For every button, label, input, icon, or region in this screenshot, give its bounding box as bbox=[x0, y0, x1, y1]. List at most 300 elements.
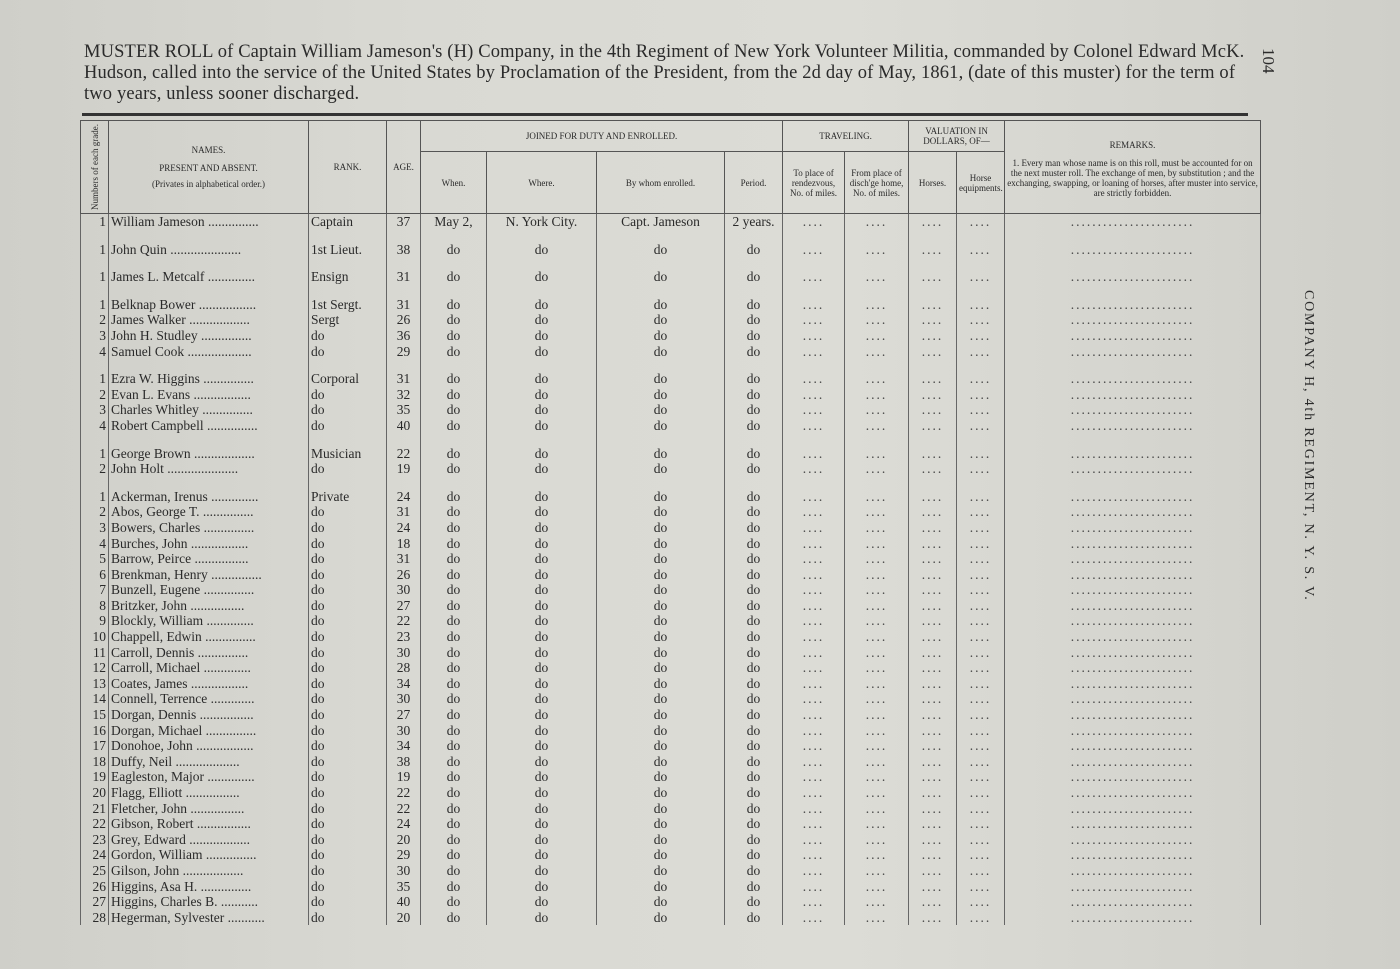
number-cell: 1 bbox=[81, 489, 109, 505]
name-cell: Carroll, Michael .............. bbox=[109, 660, 309, 676]
rank-cell: do bbox=[309, 645, 387, 661]
to-place-cell: .... bbox=[783, 629, 845, 645]
when-cell: do bbox=[421, 738, 487, 754]
when-cell: do bbox=[421, 613, 487, 629]
horse-equip-cell: .... bbox=[957, 769, 1005, 785]
horse-equip-cell: .... bbox=[957, 520, 1005, 536]
when-cell: do bbox=[421, 832, 487, 848]
rank-cell: do bbox=[309, 629, 387, 645]
when-cell: do bbox=[421, 598, 487, 614]
remarks-cell: ....................... bbox=[1005, 738, 1261, 754]
when-cell: do bbox=[421, 879, 487, 895]
remarks-cell: ....................... bbox=[1005, 504, 1261, 520]
remarks-header bbox=[1005, 121, 1261, 214]
horses-cell: .... bbox=[909, 769, 957, 785]
age-cell: 31 bbox=[387, 551, 421, 567]
period-cell: do bbox=[725, 847, 783, 863]
horse-equip-cell: .... bbox=[957, 910, 1005, 926]
table-row bbox=[81, 769, 1261, 785]
group-gap bbox=[81, 434, 1261, 446]
age-cell: 30 bbox=[387, 645, 421, 661]
by-whom-cell: do bbox=[597, 598, 725, 614]
number-cell: 1 bbox=[81, 297, 109, 313]
remarks-cell: ....................... bbox=[1005, 520, 1261, 536]
horses-cell: .... bbox=[909, 785, 957, 801]
joined-header: JOINED FOR DUTY AND ENROLLED. bbox=[421, 121, 783, 152]
name-cell: Dorgan, Dennis ................ bbox=[109, 707, 309, 723]
from-place-cell: .... bbox=[845, 754, 909, 770]
to-place-cell: .... bbox=[783, 691, 845, 707]
gap-cell bbox=[421, 359, 487, 371]
group-gap bbox=[81, 359, 1261, 371]
gap-cell bbox=[109, 257, 309, 269]
where-cell: do bbox=[487, 582, 597, 598]
remarks-cell: ....................... bbox=[1005, 769, 1261, 785]
horses-cell: .... bbox=[909, 536, 957, 552]
remarks-cell: ....................... bbox=[1005, 242, 1261, 258]
name-cell: John H. Studley ............... bbox=[109, 328, 309, 344]
rank-cell: do bbox=[309, 461, 387, 477]
where-cell: do bbox=[487, 328, 597, 344]
horse-equip-cell: .... bbox=[957, 418, 1005, 434]
horse-equip-cell: .... bbox=[957, 269, 1005, 285]
table-row bbox=[81, 297, 1261, 313]
table-row bbox=[81, 832, 1261, 848]
where-cell: do bbox=[487, 371, 597, 387]
from-place-cell: .... bbox=[845, 660, 909, 676]
gap-cell bbox=[1005, 285, 1261, 297]
name-cell: Donohoe, John ................. bbox=[109, 738, 309, 754]
where-cell: do bbox=[487, 402, 597, 418]
rank-cell: 1st Lieut. bbox=[309, 242, 387, 258]
horses-cell: .... bbox=[909, 402, 957, 418]
where-cell: do bbox=[487, 879, 597, 895]
by-whom-cell: do bbox=[597, 894, 725, 910]
rank-cell: 1st Sergt. bbox=[309, 297, 387, 313]
horses-cell: .... bbox=[909, 879, 957, 895]
from-place-cell: .... bbox=[845, 769, 909, 785]
where-cell: do bbox=[487, 461, 597, 477]
where-cell: do bbox=[487, 598, 597, 614]
horses-cell: .... bbox=[909, 723, 957, 739]
when-cell: May 2, bbox=[421, 214, 487, 230]
from-place-cell: .... bbox=[845, 629, 909, 645]
period-cell: do bbox=[725, 402, 783, 418]
group-gap bbox=[81, 285, 1261, 297]
age-cell: 24 bbox=[387, 816, 421, 832]
number-cell: 2 bbox=[81, 461, 109, 477]
from-place-cell: .... bbox=[845, 536, 909, 552]
gap-cell bbox=[1005, 257, 1261, 269]
horses-cell: .... bbox=[909, 645, 957, 661]
rank-cell: Sergt bbox=[309, 312, 387, 328]
remarks-cell: ....................... bbox=[1005, 894, 1261, 910]
gap-cell bbox=[487, 477, 597, 489]
period-cell: do bbox=[725, 738, 783, 754]
gap-cell bbox=[845, 257, 909, 269]
to-place-cell: .... bbox=[783, 785, 845, 801]
name-cell: Higgins, Asa H. ............... bbox=[109, 879, 309, 895]
when-cell: do bbox=[421, 785, 487, 801]
age-cell: 36 bbox=[387, 328, 421, 344]
number-cell: 26 bbox=[81, 879, 109, 895]
horses-cell: .... bbox=[909, 297, 957, 313]
horse-equip-cell: .... bbox=[957, 567, 1005, 583]
gap-cell bbox=[81, 434, 109, 446]
by-whom-cell: do bbox=[597, 754, 725, 770]
from-place-cell: .... bbox=[845, 371, 909, 387]
to-place-cell: .... bbox=[783, 598, 845, 614]
period-cell: do bbox=[725, 910, 783, 926]
period-cell: do bbox=[725, 801, 783, 817]
period-cell: do bbox=[725, 504, 783, 520]
remarks-cell: ....................... bbox=[1005, 707, 1261, 723]
horse-equip-cell: .... bbox=[957, 879, 1005, 895]
to-place-cell: .... bbox=[783, 582, 845, 598]
to-place-cell: .... bbox=[783, 418, 845, 434]
when-cell: do bbox=[421, 754, 487, 770]
where-cell: do bbox=[487, 489, 597, 505]
rank-cell: do bbox=[309, 418, 387, 434]
number-cell: 1 bbox=[81, 242, 109, 258]
where-cell: do bbox=[487, 660, 597, 676]
table-row bbox=[81, 418, 1261, 434]
age-cell: 22 bbox=[387, 613, 421, 629]
when-cell: do bbox=[421, 402, 487, 418]
where-cell: do bbox=[487, 691, 597, 707]
remarks-cell: ....................... bbox=[1005, 863, 1261, 879]
horse-equip-cell: .... bbox=[957, 613, 1005, 629]
from-place-cell: .... bbox=[845, 894, 909, 910]
name-cell: Bunzell, Eugene ............... bbox=[109, 582, 309, 598]
by-whom-cell: do bbox=[597, 536, 725, 552]
age-cell: 30 bbox=[387, 582, 421, 598]
age-cell: 31 bbox=[387, 371, 421, 387]
table-row bbox=[81, 816, 1261, 832]
gap-cell bbox=[725, 285, 783, 297]
gap-cell bbox=[783, 359, 845, 371]
name-cell: Gibson, Robert ................ bbox=[109, 816, 309, 832]
group-gap bbox=[81, 257, 1261, 269]
by-whom-cell: do bbox=[597, 371, 725, 387]
remarks-cell: ....................... bbox=[1005, 489, 1261, 505]
name-cell: Eagleston, Major .............. bbox=[109, 769, 309, 785]
when-cell: do bbox=[421, 446, 487, 462]
to-place-cell: .... bbox=[783, 879, 845, 895]
from-place-cell: .... bbox=[845, 489, 909, 505]
gap-cell bbox=[487, 434, 597, 446]
period-cell: do bbox=[725, 520, 783, 536]
by-whom-cell: do bbox=[597, 269, 725, 285]
remarks-cell: ....................... bbox=[1005, 402, 1261, 418]
name-cell: James L. Metcalf .............. bbox=[109, 269, 309, 285]
remarks-cell: ....................... bbox=[1005, 371, 1261, 387]
where-cell: do bbox=[487, 242, 597, 258]
when-cell: do bbox=[421, 504, 487, 520]
horses-cell: .... bbox=[909, 738, 957, 754]
when-cell: do bbox=[421, 629, 487, 645]
horses-cell: .... bbox=[909, 269, 957, 285]
age-cell: 31 bbox=[387, 504, 421, 520]
number-cell: 5 bbox=[81, 551, 109, 567]
where-cell: do bbox=[487, 504, 597, 520]
period-cell: do bbox=[725, 723, 783, 739]
gap-cell bbox=[725, 230, 783, 242]
table-row bbox=[81, 863, 1261, 879]
when-cell: do bbox=[421, 328, 487, 344]
gap-cell bbox=[845, 285, 909, 297]
gap-cell bbox=[783, 285, 845, 297]
when-cell: do bbox=[421, 551, 487, 567]
when-cell: do bbox=[421, 371, 487, 387]
remarks-cell: ....................... bbox=[1005, 816, 1261, 832]
by-whom-cell: do bbox=[597, 816, 725, 832]
remarks-cell: ....................... bbox=[1005, 598, 1261, 614]
horses-cell: .... bbox=[909, 832, 957, 848]
to-place-cell: .... bbox=[783, 645, 845, 661]
from-place-cell: .... bbox=[845, 707, 909, 723]
number-cell: 2 bbox=[81, 387, 109, 403]
horses-cell: .... bbox=[909, 598, 957, 614]
by-whom-header: By whom enrolled. bbox=[597, 152, 725, 214]
rank-cell: do bbox=[309, 769, 387, 785]
where-cell: do bbox=[487, 297, 597, 313]
where-header: Where. bbox=[487, 152, 597, 214]
name-cell: Chappell, Edwin ............... bbox=[109, 629, 309, 645]
rank-header: RANK. bbox=[309, 121, 387, 214]
horse-equip-cell: .... bbox=[957, 645, 1005, 661]
from-place-cell: .... bbox=[845, 520, 909, 536]
age-cell: 32 bbox=[387, 387, 421, 403]
table-row bbox=[81, 387, 1261, 403]
period-cell: do bbox=[725, 598, 783, 614]
gap-cell bbox=[1005, 230, 1261, 242]
rank-cell: do bbox=[309, 676, 387, 692]
from-place-cell: .... bbox=[845, 504, 909, 520]
horses-cell: .... bbox=[909, 328, 957, 344]
to-place-cell: .... bbox=[783, 504, 845, 520]
when-cell: do bbox=[421, 536, 487, 552]
horses-cell: .... bbox=[909, 894, 957, 910]
remarks-cell: ....................... bbox=[1005, 297, 1261, 313]
name-cell: William Jameson ............... bbox=[109, 214, 309, 230]
to-place-cell: .... bbox=[783, 328, 845, 344]
when-cell: do bbox=[421, 847, 487, 863]
when-cell: do bbox=[421, 660, 487, 676]
horses-cell: .... bbox=[909, 691, 957, 707]
from-place-cell: .... bbox=[845, 344, 909, 360]
age-cell: 19 bbox=[387, 769, 421, 785]
gap-cell bbox=[909, 230, 957, 242]
where-cell: do bbox=[487, 785, 597, 801]
table-row bbox=[81, 446, 1261, 462]
horse-equip-cell: .... bbox=[957, 847, 1005, 863]
horse-equip-cell: .... bbox=[957, 504, 1005, 520]
by-whom-cell: do bbox=[597, 446, 725, 462]
gap-cell bbox=[81, 477, 109, 489]
remarks-cell: ....................... bbox=[1005, 536, 1261, 552]
by-whom-cell: do bbox=[597, 402, 725, 418]
name-cell: Dorgan, Michael ............... bbox=[109, 723, 309, 739]
gap-cell bbox=[109, 359, 309, 371]
remarks-cell: ....................... bbox=[1005, 446, 1261, 462]
by-whom-cell: do bbox=[597, 801, 725, 817]
period-cell: do bbox=[725, 707, 783, 723]
by-whom-cell: do bbox=[597, 418, 725, 434]
number-cell: 11 bbox=[81, 645, 109, 661]
when-cell: do bbox=[421, 297, 487, 313]
gap-cell bbox=[957, 477, 1005, 489]
gap-cell bbox=[109, 230, 309, 242]
age-cell: 27 bbox=[387, 598, 421, 614]
horses-cell: .... bbox=[909, 629, 957, 645]
period-cell: do bbox=[725, 328, 783, 344]
name-cell: James Walker .................. bbox=[109, 312, 309, 328]
horse-equip-cell: .... bbox=[957, 894, 1005, 910]
rank-cell: Ensign bbox=[309, 269, 387, 285]
horse-equip-cell: .... bbox=[957, 660, 1005, 676]
table-row bbox=[81, 214, 1261, 230]
name-cell: Ackerman, Irenus .............. bbox=[109, 489, 309, 505]
from-place-cell: .... bbox=[845, 910, 909, 926]
by-whom-cell: do bbox=[597, 312, 725, 328]
where-cell: do bbox=[487, 894, 597, 910]
age-cell: 26 bbox=[387, 567, 421, 583]
period-cell: do bbox=[725, 832, 783, 848]
age-cell: 29 bbox=[387, 847, 421, 863]
age-cell: 30 bbox=[387, 723, 421, 739]
from-place-cell: .... bbox=[845, 676, 909, 692]
alpha-note: (Privates in alphabetical order.) bbox=[152, 179, 265, 189]
age-cell: 31 bbox=[387, 269, 421, 285]
remarks-cell: ....................... bbox=[1005, 387, 1261, 403]
gap-cell bbox=[597, 434, 725, 446]
name-cell: Charles Whitley ............... bbox=[109, 402, 309, 418]
age-cell: 20 bbox=[387, 832, 421, 848]
to-place-cell: .... bbox=[783, 214, 845, 230]
where-cell: do bbox=[487, 707, 597, 723]
remarks-cell: ....................... bbox=[1005, 785, 1261, 801]
number-cell: 12 bbox=[81, 660, 109, 676]
from-place-cell: .... bbox=[845, 816, 909, 832]
to-place-cell: .... bbox=[783, 297, 845, 313]
gap-cell bbox=[783, 477, 845, 489]
horse-equip-cell: .... bbox=[957, 723, 1005, 739]
to-place-cell: .... bbox=[783, 910, 845, 926]
horse-equip-cell: .... bbox=[957, 489, 1005, 505]
name-cell: Britzker, John ................ bbox=[109, 598, 309, 614]
remarks-cell: ....................... bbox=[1005, 269, 1261, 285]
by-whom-cell: do bbox=[597, 738, 725, 754]
table-row bbox=[81, 461, 1261, 477]
horse-equip-cell: .... bbox=[957, 738, 1005, 754]
title-rule bbox=[82, 113, 1248, 116]
gap-cell bbox=[1005, 477, 1261, 489]
table-row bbox=[81, 660, 1261, 676]
page-title: MUSTER ROLL of Captain William Jameson's (H) Company, in the 4th Regiment of New York Volunteer Militia, commanded by Colonel Edward McK. Hudson, called into the service of the United States by Proclamation of the President, from the 2d day of May, 1861, (date of this muster) for the term of two years, unless sooner discharged. bbox=[84, 42, 1245, 104]
name-cell: Duffy, Neil ................... bbox=[109, 754, 309, 770]
from-place-cell: .... bbox=[845, 297, 909, 313]
page-number: 104 bbox=[1259, 48, 1278, 74]
to-place-cell: .... bbox=[783, 387, 845, 403]
gap-cell bbox=[421, 285, 487, 297]
group-gap bbox=[81, 230, 1261, 242]
period-cell: 2 years. bbox=[725, 214, 783, 230]
number-cell: 6 bbox=[81, 567, 109, 583]
by-whom-cell: do bbox=[597, 328, 725, 344]
from-place-cell: .... bbox=[845, 863, 909, 879]
to-place-cell: .... bbox=[783, 894, 845, 910]
period-cell: do bbox=[725, 567, 783, 583]
horse-equip-header: Horse equipments. bbox=[957, 152, 1005, 214]
from-place-cell: .... bbox=[845, 582, 909, 598]
by-whom-cell: do bbox=[597, 723, 725, 739]
number-cell: 1 bbox=[81, 371, 109, 387]
by-whom-cell: do bbox=[597, 344, 725, 360]
where-cell: do bbox=[487, 816, 597, 832]
from-place-cell: .... bbox=[845, 785, 909, 801]
horses-cell: .... bbox=[909, 520, 957, 536]
horses-cell: .... bbox=[909, 312, 957, 328]
horses-cell: .... bbox=[909, 582, 957, 598]
to-place-cell: .... bbox=[783, 676, 845, 692]
when-cell: do bbox=[421, 645, 487, 661]
to-place-cell: .... bbox=[783, 446, 845, 462]
to-place-cell: .... bbox=[783, 847, 845, 863]
where-cell: do bbox=[487, 344, 597, 360]
to-place-cell: .... bbox=[783, 801, 845, 817]
horse-equip-cell: .... bbox=[957, 536, 1005, 552]
to-place-cell: .... bbox=[783, 551, 845, 567]
gap-cell bbox=[487, 285, 597, 297]
period-cell: do bbox=[725, 629, 783, 645]
age-cell: 28 bbox=[387, 660, 421, 676]
where-cell: do bbox=[487, 645, 597, 661]
period-cell: do bbox=[725, 418, 783, 434]
from-place-cell: .... bbox=[845, 879, 909, 895]
horse-equip-cell: .... bbox=[957, 598, 1005, 614]
where-cell: do bbox=[487, 754, 597, 770]
valuation-header: VALUATION IN DOLLARS, OF— bbox=[909, 121, 1005, 152]
remarks-cell: ....................... bbox=[1005, 723, 1261, 739]
name-cell: Higgins, Charles B. ........... bbox=[109, 894, 309, 910]
table-row bbox=[81, 754, 1261, 770]
number-cell: 2 bbox=[81, 312, 109, 328]
rank-cell: do bbox=[309, 863, 387, 879]
gap-cell bbox=[309, 434, 387, 446]
by-whom-cell: do bbox=[597, 242, 725, 258]
gap-cell bbox=[387, 359, 421, 371]
by-whom-cell: do bbox=[597, 707, 725, 723]
remarks-cell: ....................... bbox=[1005, 629, 1261, 645]
gap-cell bbox=[109, 285, 309, 297]
from-place-cell: .... bbox=[845, 551, 909, 567]
gap-cell bbox=[387, 257, 421, 269]
name-cell: Bowers, Charles ............... bbox=[109, 520, 309, 536]
by-whom-cell: do bbox=[597, 769, 725, 785]
name-cell: Brenkman, Henry ............... bbox=[109, 567, 309, 583]
gap-cell bbox=[783, 257, 845, 269]
table-row bbox=[81, 402, 1261, 418]
to-place-cell: .... bbox=[783, 707, 845, 723]
rank-cell: do bbox=[309, 344, 387, 360]
horse-equip-cell: .... bbox=[957, 691, 1005, 707]
period-cell: do bbox=[725, 446, 783, 462]
horses-cell: .... bbox=[909, 801, 957, 817]
gap-cell bbox=[725, 434, 783, 446]
rank-cell: do bbox=[309, 847, 387, 863]
period-cell: do bbox=[725, 461, 783, 477]
